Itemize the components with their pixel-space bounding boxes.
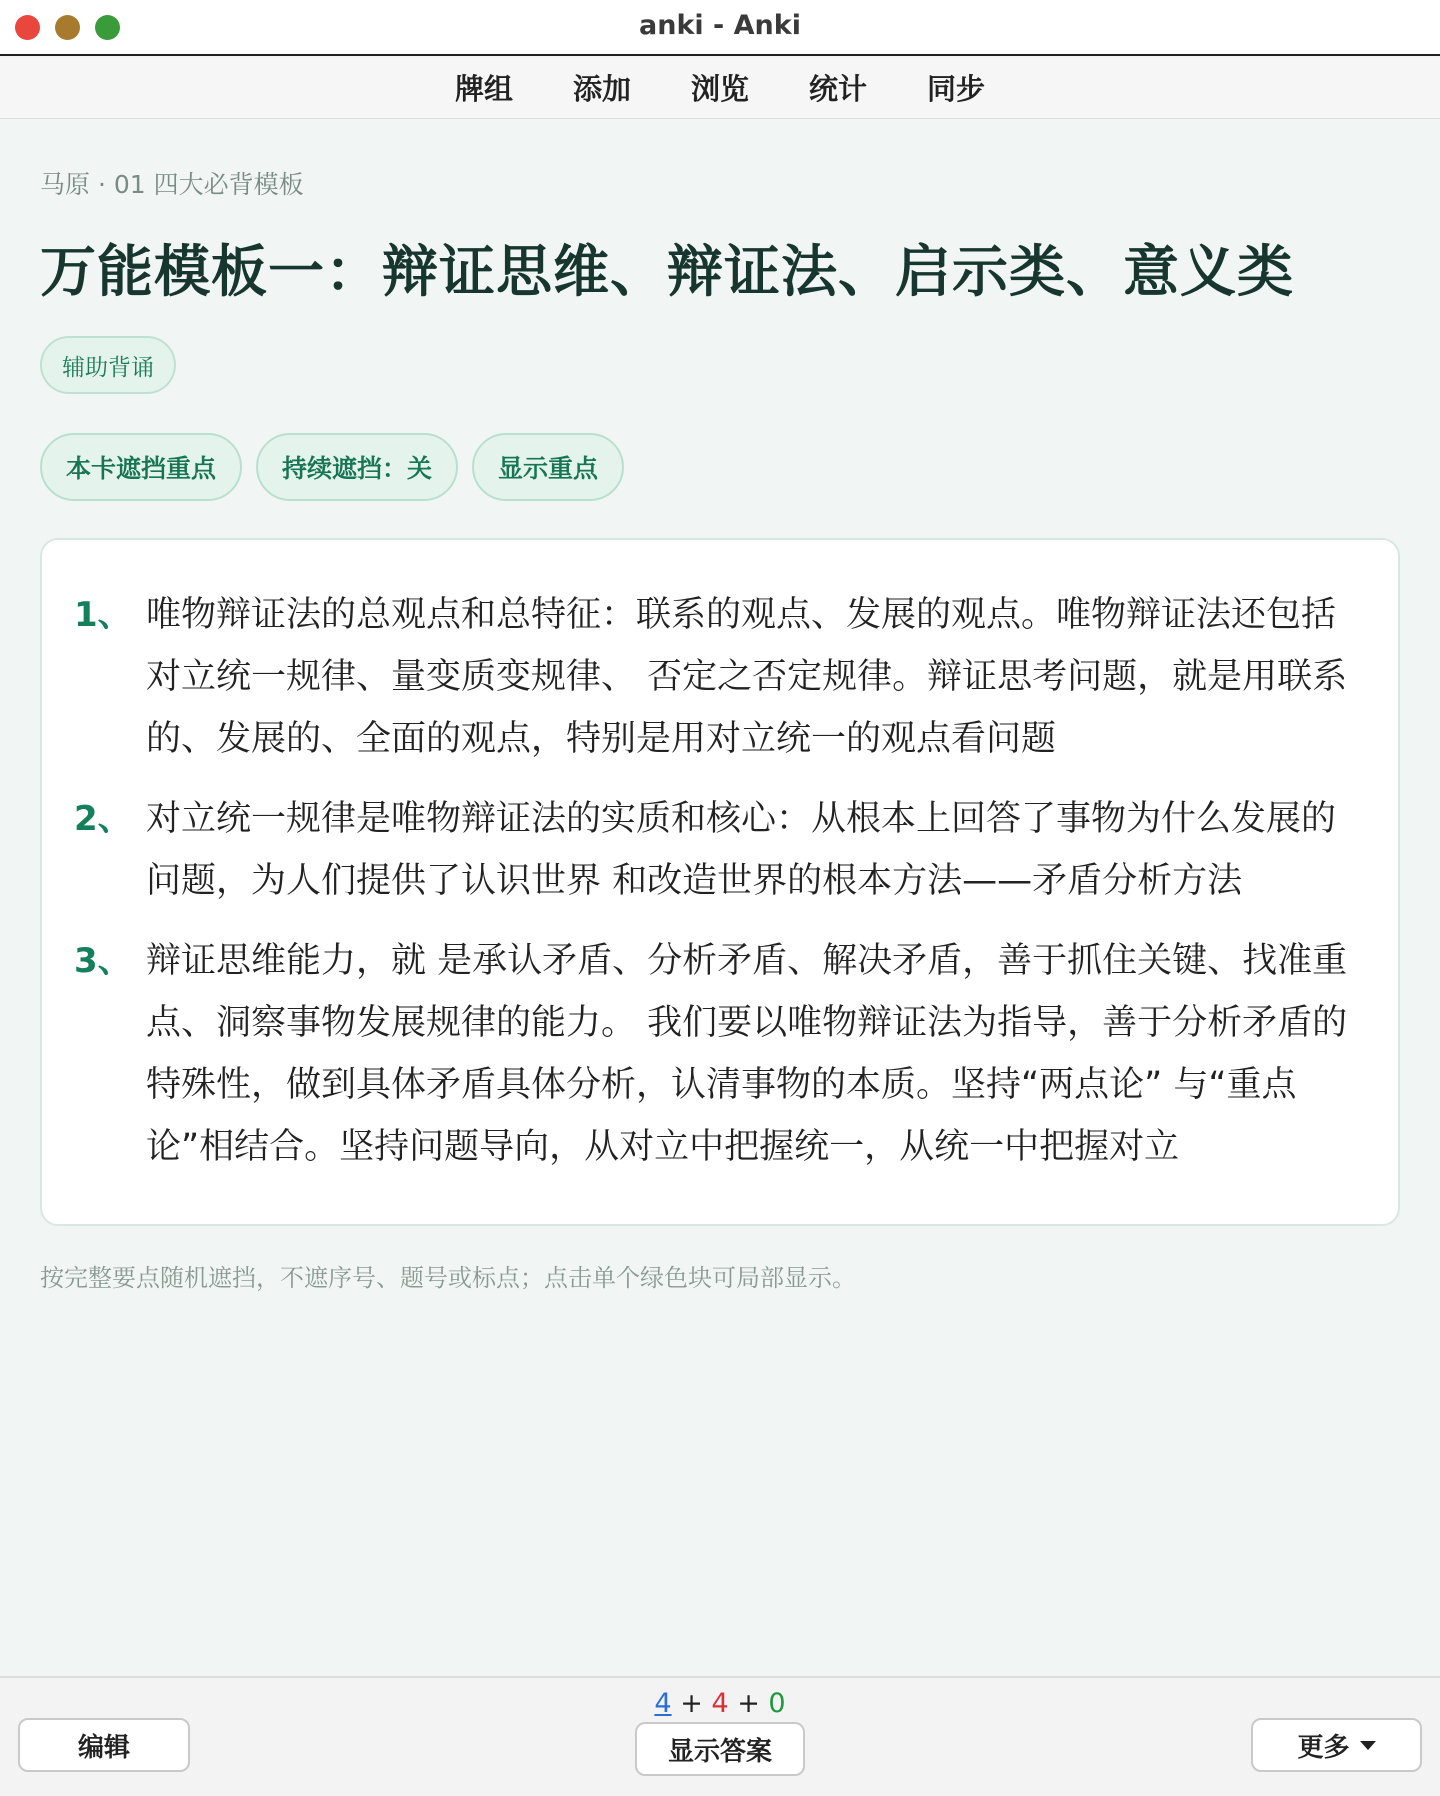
learn-count: 4 <box>711 1688 729 1719</box>
edit-button[interactable]: 编辑 <box>18 1718 190 1772</box>
item-text[interactable]: 唯物辩证法的总观点和总特征：联系的观点、发展的观点。唯物辩证法还包括对立统一规律、量变质变规律、 否定之否定规律。辩证思考问题，就是用联系的、发展的、全面的观点，特别是用对立统一的观点看问题 <box>146 595 1348 759</box>
reveal-keypoints-button[interactable]: 显示重点 <box>472 433 624 501</box>
nav-decks[interactable]: 牌组 <box>454 72 513 106</box>
review-bottombar <box>0 1676 1440 1796</box>
usage-hint: 按完整要点随机遮挡，不遮序号、题号或标点；点击单个绿色块可局部显示。 <box>40 1264 856 1292</box>
item-text[interactable]: 辩证思维能力，就 是承认矛盾、分析矛盾、解决矛盾，善于抓住关键、找准重点、洞察事物发展规律的能力。 我们要以唯物辩证法为指导，善于分析矛盾的特殊性，做到具体矛盾具体分析，认清事物的本质。坚持“两点论” 与“重点论”相结合。坚持问题导向，从对立中把握统一，从统一中把握对立 <box>146 941 1348 1167</box>
show-answer-button[interactable]: 显示答案 <box>635 1722 805 1776</box>
window-titlebar <box>0 0 1440 56</box>
nav-add[interactable]: 添加 <box>572 72 631 106</box>
caret-down-icon <box>1360 1741 1376 1750</box>
more-label: 更多 <box>1297 1732 1350 1763</box>
card-body <box>40 538 1400 1226</box>
mask-keypoints-button[interactable]: 本卡遮挡重点 <box>40 433 242 501</box>
cloze-actions <box>40 433 624 501</box>
review-count: 0 <box>768 1688 786 1719</box>
nav-browse[interactable]: 浏览 <box>690 72 749 106</box>
card-tag: 辅助背诵 <box>40 336 176 394</box>
main-toolbar <box>0 57 1440 119</box>
persistent-mask-toggle[interactable]: 持续遮挡：关 <box>256 433 458 501</box>
list-item <box>74 930 1358 1178</box>
count-separator: + <box>680 1688 703 1719</box>
list-item <box>74 584 1358 770</box>
new-count: 4 <box>654 1688 672 1719</box>
card-title: 万能模板一：辩证思维、辩证法、启示类、意义类 <box>40 240 1294 305</box>
item-text[interactable]: 对立统一规律是唯物辩证法的实质和核心：从根本上回答了事物为什么发展的问题，为人们提供了认识世界 和改造世界的根本方法——矛盾分析方法 <box>146 799 1337 901</box>
deck-breadcrumb: 马原 · 01 四大必背模板 <box>40 170 304 199</box>
count-separator: + <box>737 1688 760 1719</box>
item-number: 2、 <box>74 799 132 839</box>
list-item <box>74 788 1358 912</box>
window-title: anki - Anki <box>639 10 801 41</box>
item-number: 3、 <box>74 941 132 981</box>
nav-stats[interactable]: 统计 <box>809 72 868 106</box>
nav-sync[interactable]: 同步 <box>927 72 986 106</box>
due-counts <box>0 1688 1440 1719</box>
item-number: 1、 <box>74 595 132 635</box>
review-content <box>0 120 1440 1676</box>
more-button[interactable] <box>1251 1718 1422 1772</box>
